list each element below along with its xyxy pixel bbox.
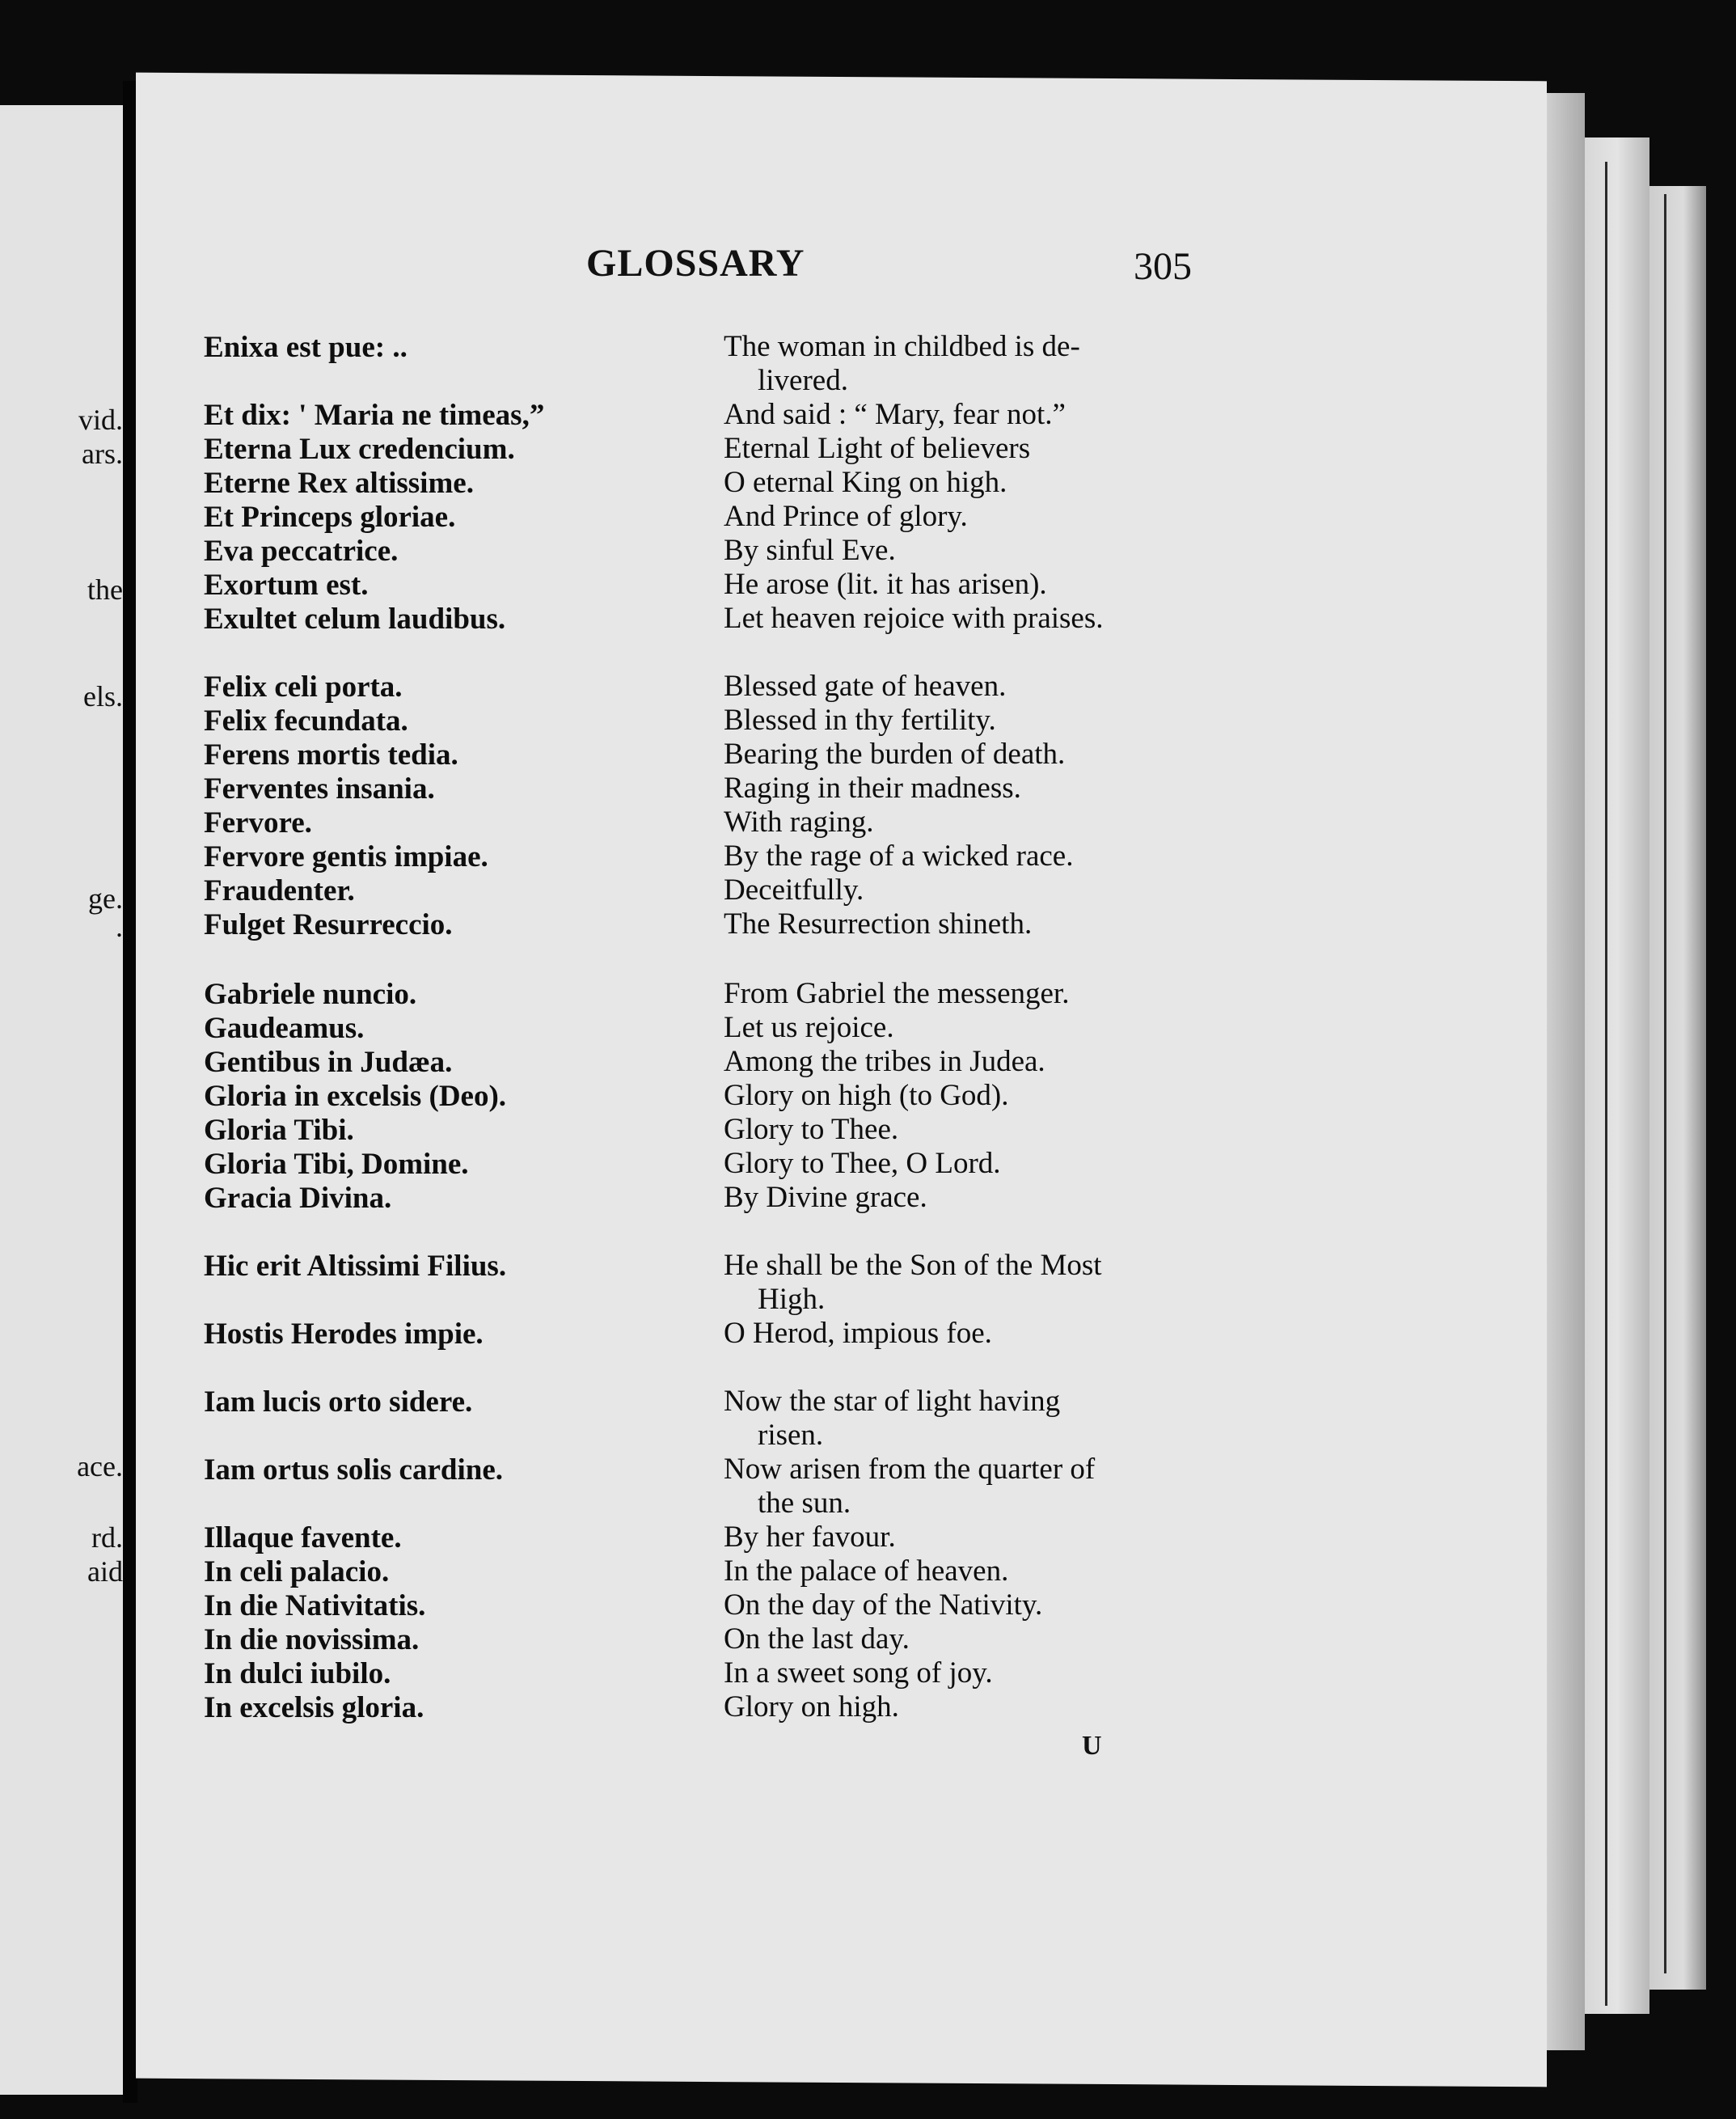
left-page-fragment: els.	[83, 680, 123, 713]
latin-term: Eterne Rex altissime.	[204, 467, 474, 500]
latin-term: Illaque favente.	[204, 1521, 402, 1554]
left-page-fragment: vid.	[78, 404, 123, 436]
english-gloss: And Prince of glory.	[724, 500, 968, 533]
latin-term: Hic erit Altissimi Filius.	[204, 1250, 507, 1283]
latin-term: Gloria Tibi, Domine.	[204, 1148, 469, 1181]
latin-term: Fervore gentis impiae.	[204, 840, 488, 873]
english-gloss: Glory to Thee, O Lord.	[724, 1147, 1001, 1180]
gloss-continuation: livered.	[758, 364, 848, 397]
latin-term: Felix celi porta.	[204, 670, 403, 704]
latin-term: Et dix: ' Maria ne timeas,”	[204, 399, 545, 432]
english-gloss: Among the tribes in Judea.	[724, 1045, 1045, 1078]
english-gloss: Now arisen from the quarter of the sun.	[724, 1453, 1193, 1521]
english-gloss: He arose (lit. it has arisen).	[724, 568, 1047, 601]
english-gloss: From Gabriel the messenger.	[724, 977, 1070, 1010]
latin-term: Ferens mortis tedia.	[204, 738, 458, 772]
page-number: 305	[1134, 245, 1192, 288]
left-page-fragment: ace.	[77, 1450, 123, 1482]
left-page-fragment: .	[116, 911, 123, 943]
latin-term: Iam ortus solis cardine.	[204, 1453, 503, 1487]
english-gloss: And said : “ Mary, fear not.”	[724, 398, 1066, 431]
running-title: GLOSSARY	[586, 242, 805, 285]
english-gloss: O eternal King on high.	[724, 466, 1007, 499]
latin-term: In die Nativitatis.	[204, 1589, 426, 1622]
gloss-continuation: the sun.	[758, 1487, 851, 1520]
left-page-fragment: ge.	[88, 882, 123, 915]
latin-term: Fulget Resurreccio.	[204, 908, 453, 941]
latin-term: Gabriele nuncio.	[204, 978, 417, 1011]
english-gloss: Raging in their madness.	[724, 772, 1021, 805]
english-gloss: Blessed in thy fertility.	[724, 704, 996, 737]
english-gloss: Now the star of light having risen.	[724, 1385, 1193, 1453]
english-gloss: He shall be the Son of the Most High.	[724, 1249, 1193, 1317]
latin-term: Iam lucis orto sidere.	[204, 1385, 473, 1419]
gloss-continuation: risen.	[758, 1419, 824, 1452]
latin-term: In excelsis gloria.	[204, 1691, 424, 1724]
english-gloss: By sinful Eve.	[724, 534, 896, 567]
english-gloss: In a sweet song of joy.	[724, 1656, 993, 1690]
latin-term: Eterna Lux credencium.	[204, 433, 515, 466]
latin-term: In dulci iubilo.	[204, 1657, 391, 1690]
english-gloss: Blessed gate of heaven.	[724, 670, 1007, 703]
english-gloss: By the rage of a wicked race.	[724, 840, 1074, 873]
latin-term: Felix fecundata.	[204, 704, 408, 738]
english-gloss: By Divine grace.	[724, 1181, 927, 1214]
english-gloss: With raging.	[724, 806, 874, 839]
latin-term: Et Princeps gloriae.	[204, 501, 456, 534]
left-page-fragment: rd.	[91, 1521, 123, 1554]
english-gloss: Bearing the burden of death.	[724, 738, 1066, 771]
latin-term: Gracia Divina.	[204, 1182, 392, 1215]
latin-term: Gloria Tibi.	[204, 1114, 354, 1147]
latin-term: Enixa est pue: ..	[204, 331, 408, 364]
english-gloss: O Herod, impious foe.	[724, 1317, 992, 1350]
left-page-fragment: the	[87, 573, 123, 606]
latin-term: Fervore.	[204, 806, 312, 840]
english-gloss: On the day of the Nativity.	[724, 1588, 1043, 1622]
english-gloss: Let heaven rejoice with praises.	[724, 602, 1104, 635]
signature-mark: U	[1082, 1731, 1102, 1761]
latin-term: Gentibus in Judæa.	[204, 1046, 453, 1079]
english-gloss: Glory on high.	[724, 1690, 899, 1724]
latin-term: In die novissima.	[204, 1623, 420, 1656]
english-gloss: Glory to Thee.	[724, 1113, 899, 1146]
latin-term: Gaudeamus.	[204, 1012, 365, 1045]
english-gloss: Eternal Light of believers	[724, 432, 1031, 465]
gloss-continuation: High.	[758, 1283, 826, 1316]
english-gloss: The Resurrection shineth.	[724, 907, 1033, 941]
english-gloss: By her favour.	[724, 1521, 896, 1554]
english-gloss: The woman in childbed is de- livered.	[724, 330, 1193, 398]
english-gloss: In the palace of heaven.	[724, 1554, 1009, 1588]
english-gloss: Deceitfully.	[724, 873, 864, 907]
latin-term: Ferventes insania.	[204, 772, 435, 806]
latin-term: Exortum est.	[204, 569, 369, 602]
english-gloss: On the last day.	[724, 1622, 910, 1656]
latin-term: Eva peccatrice.	[204, 535, 399, 568]
left-page-fragment: ars.	[82, 438, 123, 470]
english-gloss: Glory on high (to God).	[724, 1079, 1009, 1112]
latin-term: Hostis Herodes impie.	[204, 1318, 484, 1351]
english-gloss: Let us rejoice.	[724, 1011, 894, 1044]
latin-term: Exultet celum laudibus.	[204, 603, 506, 636]
latin-term: Fraudenter.	[204, 874, 355, 907]
latin-term: In celi palacio.	[204, 1555, 390, 1588]
latin-term: Gloria in excelsis (Deo).	[204, 1080, 507, 1113]
left-page-fragment: aid	[87, 1555, 123, 1588]
